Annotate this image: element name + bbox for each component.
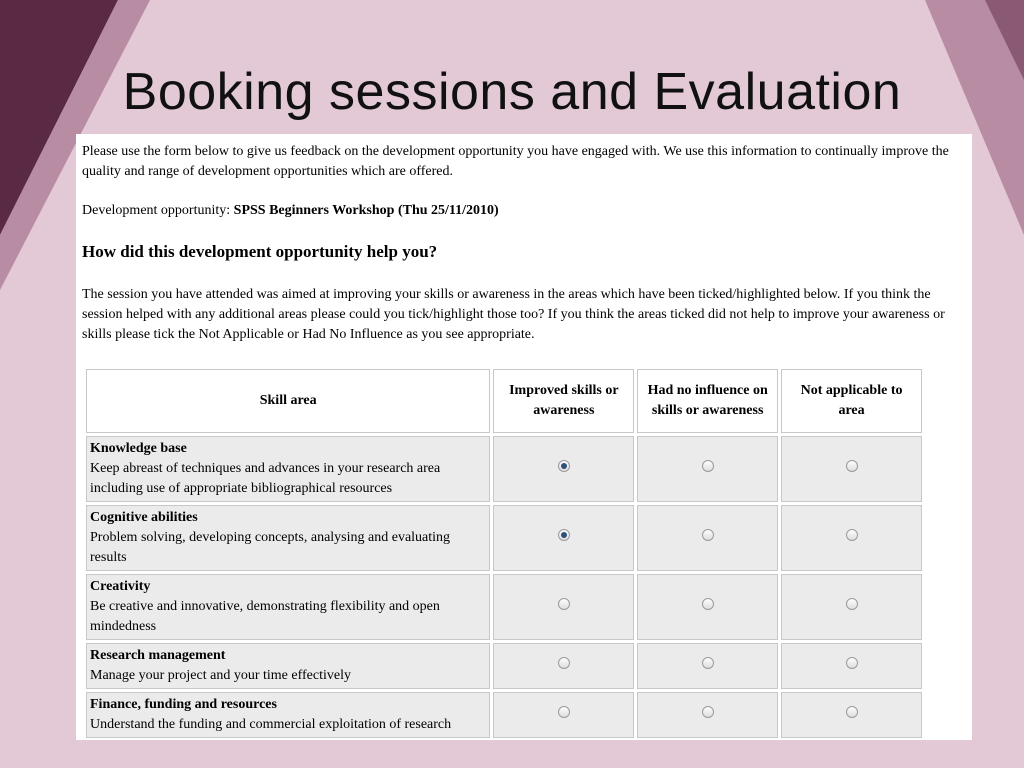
option-cell — [637, 505, 778, 571]
option-cell — [781, 643, 922, 689]
table-row — [86, 574, 922, 640]
option-cell — [493, 574, 634, 640]
radio-improved[interactable] — [558, 706, 570, 718]
radio-not-applicable[interactable] — [846, 529, 858, 541]
skill-name: Creativity — [90, 579, 151, 594]
option-cell — [781, 436, 922, 502]
skill-description: Manage your project and your time effectively — [90, 668, 351, 683]
option-cell — [781, 505, 922, 571]
feedback-form-screenshot — [76, 134, 972, 740]
radio-no-influence[interactable] — [702, 706, 714, 718]
table-row — [86, 436, 922, 502]
skill-name: Cognitive abilities — [90, 510, 198, 525]
explanation-text: The session you have attended was aimed at improving your skills or awareness in the areas which have been ticked/highlighted below. If you think the session helped with any additional areas please could you tick/highlight those too? If you think the areas ticked did not help to improve your awareness or skills please tick the Not Applicable or Had No Influence as you see appropriate. — [82, 287, 945, 342]
option-cell — [493, 505, 634, 571]
skill-cell — [86, 692, 490, 738]
skill-name: Research management — [90, 648, 226, 663]
option-cell — [493, 436, 634, 502]
skill-description: Understand the funding and commercial exploitation of research — [90, 717, 452, 732]
option-cell — [781, 692, 922, 738]
option-cell — [637, 436, 778, 502]
radio-not-applicable[interactable] — [846, 706, 858, 718]
intro-text: Please use the form below to give us feedback on the development opportunity you have engaged with. We use this information to continually improve the quality and range of development opportunities which are offered. — [82, 144, 949, 179]
radio-no-influence[interactable] — [702, 657, 714, 669]
skill-name: Finance, funding and resources — [90, 697, 277, 712]
radio-not-applicable[interactable] — [846, 657, 858, 669]
radio-not-applicable[interactable] — [846, 598, 858, 610]
column-header-improved: Improved skills or awareness — [493, 369, 634, 433]
table-row — [86, 643, 922, 689]
radio-improved[interactable] — [558, 657, 570, 669]
column-header-skill-area: Skill area — [86, 369, 490, 433]
table-body — [86, 436, 922, 738]
radio-improved[interactable] — [558, 460, 570, 472]
form-question-heading: How did this development opportunity help you? — [82, 242, 438, 261]
option-cell — [781, 574, 922, 640]
skill-cell — [86, 505, 490, 571]
radio-no-influence[interactable] — [702, 460, 714, 472]
radio-improved[interactable] — [558, 529, 570, 541]
development-opportunity-label: Development opportunity: — [82, 203, 231, 218]
radio-no-influence[interactable] — [702, 529, 714, 541]
option-cell — [637, 643, 778, 689]
table-row — [86, 505, 922, 571]
skill-cell — [86, 643, 490, 689]
skill-name: Knowledge base — [90, 441, 187, 456]
column-header-not-applicable: Not applicable to area — [781, 369, 922, 433]
development-opportunity-line — [82, 203, 499, 219]
table-header-row — [86, 369, 922, 433]
slide-title: Booking sessions and Evaluation — [122, 63, 902, 121]
skill-description: Problem solving, developing concepts, analysing and evaluating results — [90, 530, 451, 565]
skill-area-table — [83, 366, 925, 740]
skill-cell — [86, 574, 490, 640]
radio-not-applicable[interactable] — [846, 460, 858, 472]
option-cell — [493, 692, 634, 738]
option-cell — [637, 574, 778, 640]
skill-cell — [86, 436, 490, 502]
column-header-no-influence: Had no influence on skills or awareness — [637, 369, 778, 433]
radio-improved[interactable] — [558, 598, 570, 610]
table-row — [86, 692, 922, 738]
skill-description: Keep abreast of techniques and advances in your research area including use of appropriate bibliographical resources — [90, 461, 441, 496]
development-opportunity-value: SPSS Beginners Workshop (Thu 25/11/2010) — [233, 203, 499, 218]
option-cell — [493, 643, 634, 689]
radio-no-influence[interactable] — [702, 598, 714, 610]
option-cell — [637, 692, 778, 738]
skill-description: Be creative and innovative, demonstrating flexibility and open mindedness — [90, 599, 440, 634]
